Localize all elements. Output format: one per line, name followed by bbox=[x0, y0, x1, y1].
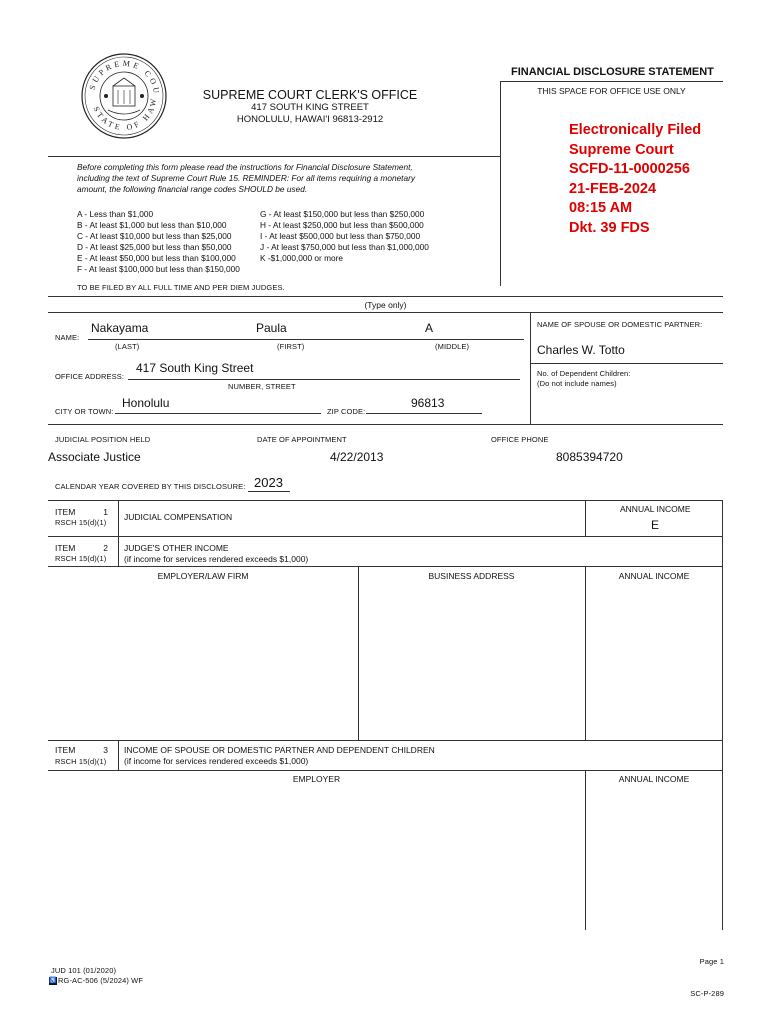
appointment-value[interactable]: 4/22/2013 bbox=[330, 450, 384, 464]
phone-value[interactable]: 8085394720 bbox=[556, 450, 623, 464]
page-number: Page 1 bbox=[699, 957, 724, 966]
electronic-filing-stamp bbox=[569, 121, 701, 238]
item1-income-label: ANNUAL INCOME bbox=[620, 504, 691, 514]
stamp-line-1: Electronically Filed bbox=[569, 122, 702, 138]
city-value[interactable]: Honolulu bbox=[122, 396, 170, 410]
last-name-label: (LAST) bbox=[115, 342, 140, 351]
item2-title: JUDGE'S OTHER INCOME bbox=[124, 543, 229, 553]
stamp-line-5: 08:15 AM bbox=[569, 200, 633, 216]
calendar-year-value[interactable]: 2023 bbox=[254, 475, 283, 490]
accessibility-icon: ♿ bbox=[49, 977, 57, 984]
seal-bottom-text: STATE OF HAW bbox=[91, 96, 159, 133]
middle-initial-value[interactable]: A bbox=[425, 321, 434, 335]
item2-income-header: ANNUAL INCOME bbox=[618, 571, 690, 581]
form-title: FINANCIAL DISCLOSURE STATEMENT bbox=[511, 66, 714, 78]
svg-text:SUPREME COURT bbox=[80, 52, 161, 97]
seal-top-text: SUPREME COU bbox=[87, 58, 162, 97]
instructions: Before completing this form please read the instructions for Financial Disclosure Statement, including the text of Supreme Court Rule 15. REMINDER: For all items requiring a monetary amount, the following financial range codes SHOULD be used. bbox=[77, 162, 416, 194]
item3-income-header: ANNUAL INCOME bbox=[618, 774, 690, 784]
phone-label: OFFICE PHONE bbox=[491, 435, 549, 444]
office-address-line2: HONOLULU, HAWAI'I 96813-2912 bbox=[236, 114, 384, 125]
item3-rule: RSCH 15(d)(1) bbox=[55, 757, 107, 766]
financial-codes-left: A - Less than $1,000 B - At least $1,000 but less than $10,000 C - At least $10,000 but less than $25,000 D - At least $25,000 but less than $50,000 E - At least $50,000 but less than $100,000 F - At least $100,000 but less than $150,000 bbox=[77, 209, 240, 274]
zip-label: ZIP CODE: bbox=[327, 407, 366, 416]
first-name-value[interactable]: Paula bbox=[256, 321, 287, 335]
court-seal bbox=[80, 52, 168, 140]
form-code: SC-P-289 bbox=[690, 989, 724, 998]
item1-label: ITEM 1 bbox=[55, 507, 108, 517]
city-label: CITY OR TOWN: bbox=[55, 407, 114, 416]
type-only-label: (Type only) bbox=[364, 300, 407, 310]
office-use-label: THIS SPACE FOR OFFICE USE ONLY bbox=[537, 86, 686, 96]
calendar-year-label: CALENDAR YEAR COVERED BY THIS DISCLOSURE: bbox=[55, 482, 246, 491]
filed-by-note: TO BE FILED BY ALL FULL TIME AND PER DIEM JUDGES. bbox=[77, 283, 285, 292]
item2-employer-header: EMPLOYER/LAW FIRM bbox=[157, 571, 249, 581]
item1-rule: RSCH 15(d)(1) bbox=[55, 518, 107, 527]
item3-subtitle: (if income for services rendered exceeds $1,000) bbox=[124, 756, 309, 766]
stamp-line-2: Supreme Court bbox=[569, 141, 674, 158]
item2-address-header: BUSINESS ADDRESS bbox=[428, 571, 515, 581]
item3-employer-header: EMPLOYER bbox=[292, 774, 341, 784]
stamp-line-3: SCFD-11-0000256 bbox=[569, 161, 690, 177]
name-label: NAME: bbox=[55, 333, 80, 342]
first-name-label: (FIRST) bbox=[277, 342, 305, 351]
spouse-name-value[interactable]: Charles W. Totto bbox=[537, 343, 625, 357]
last-name-value[interactable]: Nakayama bbox=[91, 321, 149, 335]
appointment-label: DATE OF APPOINTMENT bbox=[257, 435, 347, 444]
spouse-label: NAME OF SPOUSE OR DOMESTIC PARTNER: bbox=[537, 320, 703, 329]
office-address-label: OFFICE ADDRESS: bbox=[55, 372, 125, 381]
item1-income-value[interactable]: E bbox=[651, 518, 660, 532]
middle-name-label: (MIDDLE) bbox=[435, 342, 470, 351]
item3-title: INCOME OF SPOUSE OR DOMESTIC PARTNER AND DEPENDENT CHILDREN bbox=[124, 745, 435, 755]
number-street-label: NUMBER, STREET bbox=[228, 382, 296, 391]
office-name: SUPREME COURT CLERK'S OFFICE bbox=[202, 88, 418, 102]
office-address-value[interactable]: 417 South King Street bbox=[136, 361, 254, 375]
stamp-line-6: Dkt. 39 FDS bbox=[569, 219, 650, 236]
form-number: JUD 101 (01/2020) bbox=[51, 966, 117, 975]
position-value[interactable]: Associate Justice bbox=[48, 450, 141, 464]
zip-value[interactable]: 96813 bbox=[411, 396, 445, 410]
dependents-label: No. of Dependent Children: (Do not include names) bbox=[537, 369, 631, 388]
stamp-line-4: 21-FEB-2024 bbox=[569, 180, 657, 197]
item3-label: ITEM 3 bbox=[55, 745, 108, 755]
item1-title: JUDICIAL COMPENSATION bbox=[124, 512, 233, 522]
accessibility-note: ♿ RG-AC-506 (5/2024) WF bbox=[49, 976, 144, 985]
item2-subtitle: (if income for services rendered exceeds $1,000) bbox=[124, 554, 309, 564]
office-address-line1: 417 SOUTH KING STREET bbox=[251, 102, 369, 113]
position-label: JUDICIAL POSITION HELD bbox=[55, 435, 151, 444]
item2-rule: RSCH 15(d)(1) bbox=[55, 554, 107, 563]
item2-label: ITEM 2 bbox=[55, 543, 108, 553]
financial-codes-right: G - At least $150,000 but less than $250,000 H - At least $250,000 but less than $500,000 I - At least $500,000 but less than $750,000 J - At least $750,000 but less than $1,000,000 K -$1,000,000 or more bbox=[260, 209, 429, 263]
